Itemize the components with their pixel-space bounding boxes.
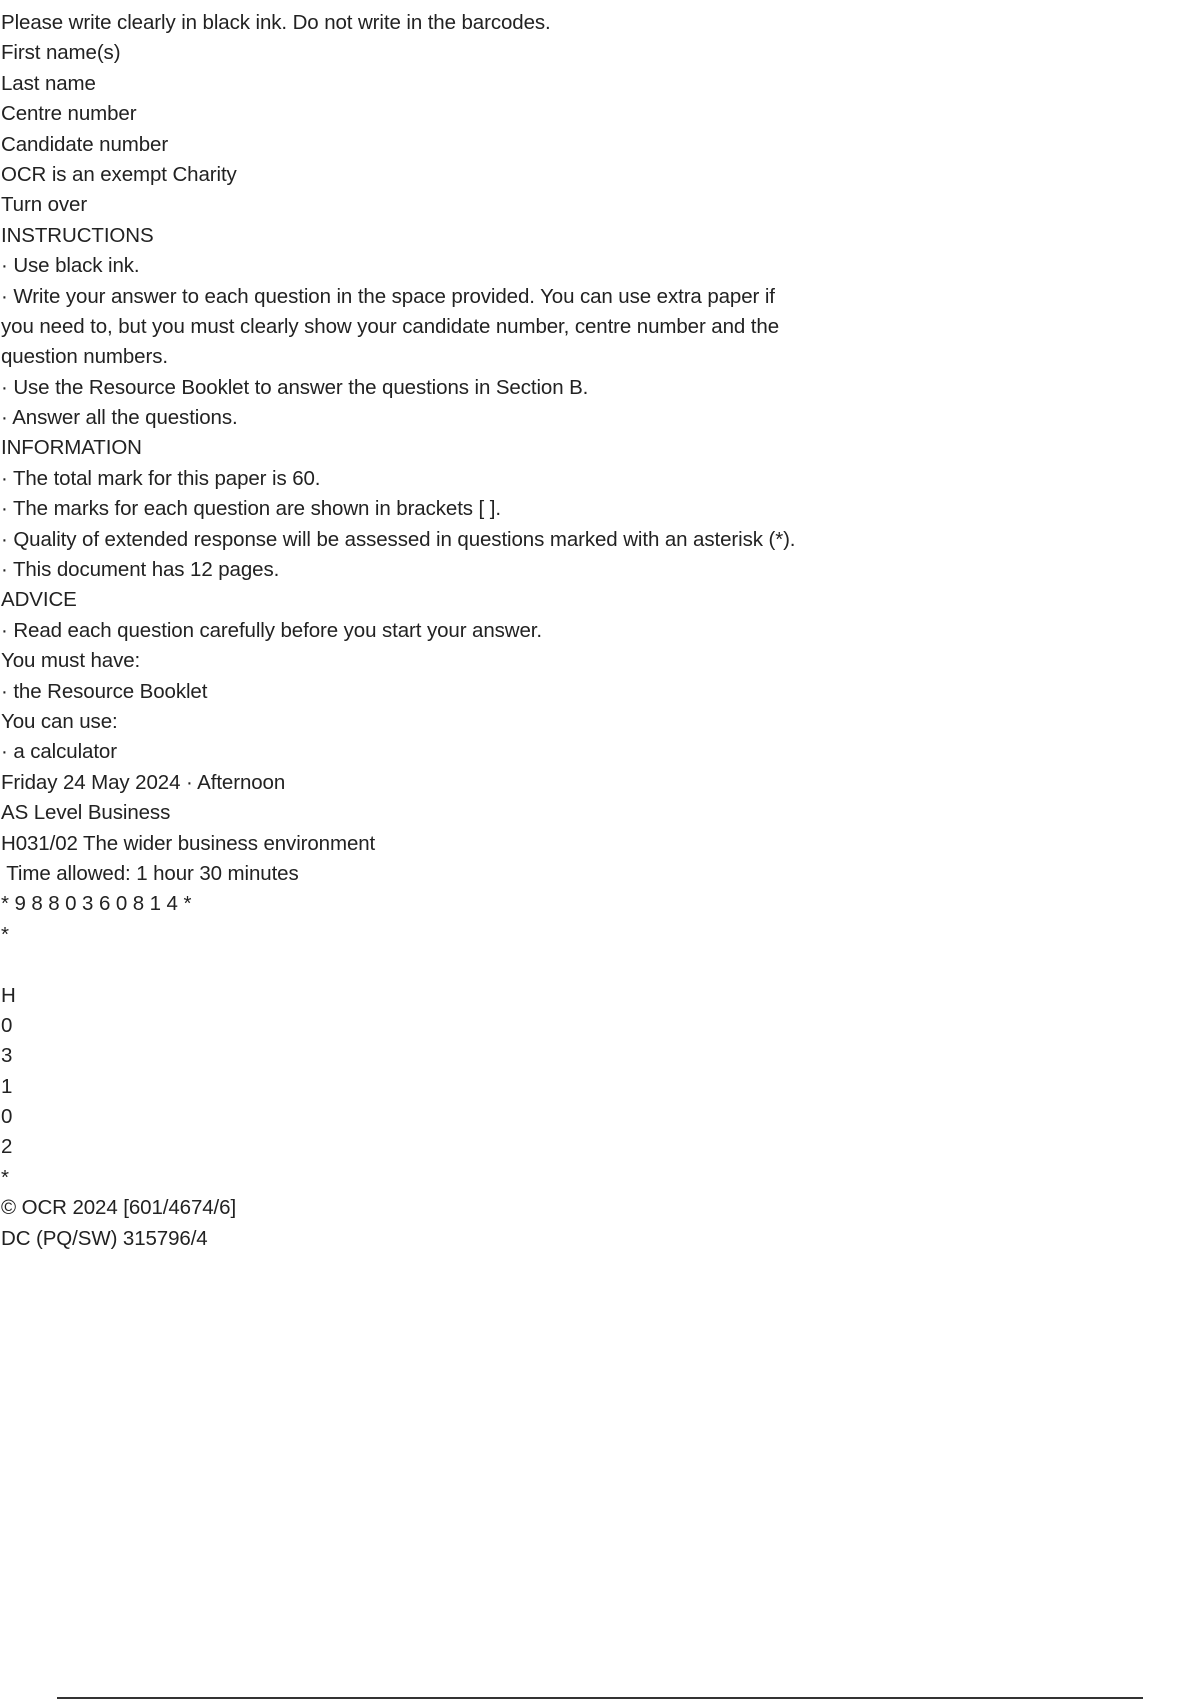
instruction-item: question numbers. xyxy=(1,345,168,369)
barcode-char: 2 xyxy=(1,1135,13,1159)
must-have-item: · the Resource Booklet xyxy=(1,679,208,703)
bottom-divider xyxy=(57,1697,1143,1699)
information-item: · The total mark for this paper is 60. xyxy=(1,466,321,490)
barcode-char: H xyxy=(1,983,16,1007)
qualification-title: AS Level Business xyxy=(1,801,171,825)
instructions-heading: INSTRUCTIONS xyxy=(1,223,154,247)
turn-over-text: Turn over xyxy=(1,193,88,217)
exam-date: Friday 24 May 2024 · Afternoon xyxy=(1,770,286,794)
instruction-item: · Use the Resource Booklet to answer the questions in Section B. xyxy=(1,375,589,399)
barcode-char: 3 xyxy=(1,1044,13,1068)
instruction-item: · Write your answer to each question in the space provided. You can use extra paper if xyxy=(1,284,775,308)
information-item: · The marks for each question are shown in brackets [ ]. xyxy=(1,497,501,521)
charity-text: OCR is an exempt Charity xyxy=(1,162,237,186)
barcode-char: * xyxy=(1,922,9,946)
time-allowed: Time allowed: 1 hour 30 minutes xyxy=(1,861,299,885)
can-use-item: · a calculator xyxy=(1,740,117,764)
must-have-heading: You must have: xyxy=(1,649,141,673)
paper-title: H031/02 The wider business environment xyxy=(1,831,376,855)
information-item: · Quality of extended response will be assessed in questions marked with an asterisk (*). xyxy=(1,527,796,551)
information-heading: INFORMATION xyxy=(1,436,142,460)
information-item: · This document has 12 pages. xyxy=(1,558,280,582)
notice-text: Please write clearly in black ink. Do not write in the barcodes. xyxy=(1,11,551,34)
can-use-heading: You can use: xyxy=(1,709,118,733)
instruction-item: you need to, but you must clearly show your candidate number, centre number and the xyxy=(1,314,779,338)
barcode-char: 0 xyxy=(1,1013,13,1037)
instruction-item: · Use black ink. xyxy=(1,254,140,278)
cover-text-column xyxy=(1,8,901,1254)
barcode-char: 1 xyxy=(1,1074,13,1098)
barcode-char: 0 xyxy=(1,1105,13,1129)
centre-number-label: Centre number xyxy=(1,102,137,126)
barcode-number: * 9 8 8 0 3 6 0 8 1 4 * xyxy=(1,892,192,916)
advice-item: · Read each question carefully before you start your answer. xyxy=(1,618,542,642)
copyright-text: © OCR 2024 [601/4674/6] xyxy=(1,1196,237,1220)
reference-code: DC (PQ/SW) 315796/4 xyxy=(1,1226,208,1250)
instruction-item: · Answer all the questions. xyxy=(1,406,238,430)
first-name-label: First name(s) xyxy=(1,41,121,65)
candidate-number-label: Candidate number xyxy=(1,132,169,156)
advice-heading: ADVICE xyxy=(1,588,77,612)
barcode-char: * xyxy=(1,1165,9,1189)
barcode-char xyxy=(1,950,901,980)
last-name-label: Last name xyxy=(1,71,96,95)
